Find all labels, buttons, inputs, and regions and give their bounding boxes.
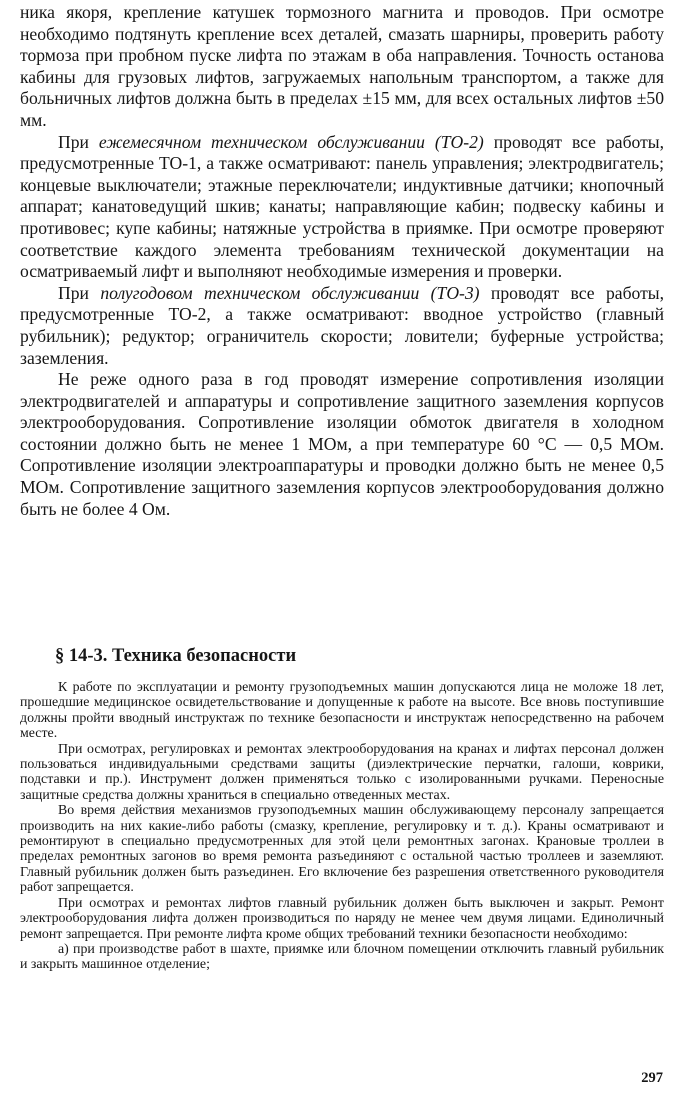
page-number: 297 xyxy=(641,1070,663,1086)
paragraph-rest: проводят все работы, предусмотренные ТО-2, а также осматривают: вводное устройство (главный рубильник); редуктор; ограничитель скорости; ловители; буферные устройства; заземления. xyxy=(20,282,664,368)
paragraph-semiannual-maintenance xyxy=(20,283,664,369)
paragraph-admission-rules: К работе по эксплуатации и ремонту грузоподъемных машин допускаются лица не моложе 18 лет, прошедшие медицинское освидетельствование и допущенные к работе на высоте. Все вновь поступившие должны пройти вводный инструктаж по технике безопасности и инструктаж непосредственно на рабочем месте. xyxy=(20,680,664,742)
list-item-a: а) при производстве работ в шахте, приямке или блочном помещении отключить главный рубильник и закрыть машинное отделение; xyxy=(20,941,664,973)
term-monthly-maintenance: ежемесячном техническом обслуживании (ТО-2) xyxy=(98,131,484,152)
body-text-upper xyxy=(20,2,664,520)
paragraph-maintenance-to1-end: ника якоря, крепление катушек тормозного магнита и проводов. При осмотре необходимо подтянуть крепление всех деталей, смазать шарниры, проверить работу тормоза при пробном пуске лифта по этажам в оба направления. Точность останова кабины для грузовых лифтов, загружаемых напольным транспортом, а также для больничных лифтов должна быть в пределах ±15 мм, для всех остальных лифтов ±50 мм. xyxy=(20,2,664,130)
paragraph-lead: При xyxy=(58,282,101,303)
term-semiannual-maintenance: полугодовом техническом обслуживании (ТО-3) xyxy=(100,282,480,303)
paragraph-rest: проводят все работы, предусмотренные ТО-1, а также осматривают: панель управления; электродвигатель; концевые выключатели; этажные переключатели; индуктивные датчики; кнопочный аппарат; канатоведущий шкив; канаты; направляющие кабин; подвеску кабины и противовес; купе кабины; натяжные устройства в приямке. При осмотре проверяют соответствие каждого элемента требованиям технической документации на осматриваемый лифт и выполняют необходимые измерения и проверки. xyxy=(20,131,664,282)
section-heading: § 14-3. Техника безопасности xyxy=(55,646,297,666)
paragraph-monthly-maintenance xyxy=(20,132,664,283)
paragraph-lead: При xyxy=(58,131,99,152)
body-text-lower xyxy=(20,680,664,973)
paragraph-protective-equipment: При осмотрах, регулировках и ремонтах электрооборудования на кранах и лифтах персонал должен пользоваться индивидуальными средствами защиты (диэлектрические перчатки, галоши, коврики, подставки и пр.). Инструмент должен применяться только с изолированными ручками. Переносные защитные средства должны храниться в специально отведенных местах. xyxy=(20,741,664,803)
paragraph-insulation-measurement: Не реже одного раза в год проводят измерение сопротивления изоляции электродвигателей и аппаратуры и сопротивление защитного заземления корпусов электрооборудования. Сопротивление изоляции обмоток двигателя в холодном состоянии должно быть не менее 1 МОм, а при температуре 60 °С — 0,5 МОм. Сопротивление изоляции электроаппаратуры и проводки должно быть не менее 0,5 МОм. Сопротивление защитного заземления корпусов электрооборудования должно быть не более 4 Ом. xyxy=(20,369,664,519)
paragraph-lift-repair: При осмотрах и ремонтах лифтов главный рубильник должен быть выключен и закрыт. Ремонт электрооборудования лифта должен производиться по наряду не менее чем двумя лицами. Единоличный ремонт запрещается. При ремонте лифта кроме общих требований техники безопасности необходимо: xyxy=(20,895,664,942)
paragraph-crane-repair: Во время действия механизмов грузоподъемных машин обслуживающему персоналу запрещается производить на них какие-либо работы (смазку, крепление, регулировку и т. д.). Краны осматривают и ремонтируют в специально предусмотренных для этой цели ремонтных загонах. Крановые троллеи в пределах ремонтных загонов во время ремонта разъединяют с остальной частью троллеев и заземляют. Главный рубильник должен быть разъединен. Его включение без разрешения ответственного руководителя работ запрещается. xyxy=(20,803,664,896)
